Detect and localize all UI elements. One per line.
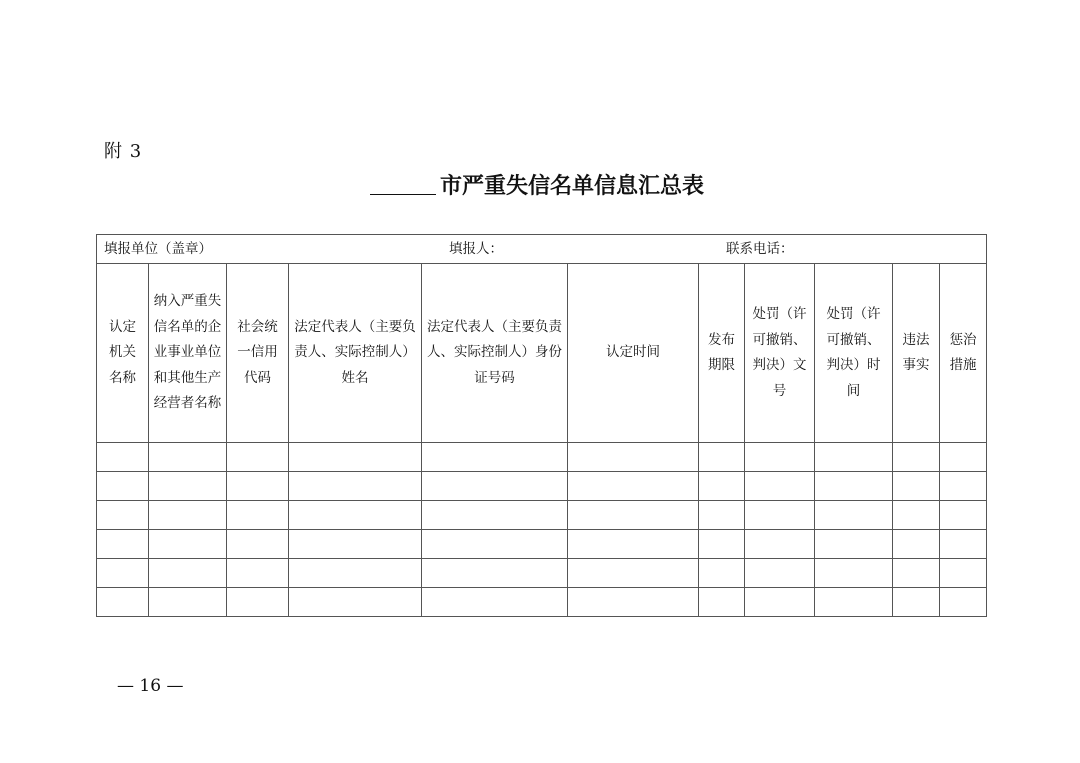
table-cell bbox=[940, 472, 987, 501]
column-header bbox=[745, 264, 815, 443]
table-cell bbox=[227, 443, 289, 472]
table-cell bbox=[149, 530, 227, 559]
table-cell bbox=[893, 501, 940, 530]
table-cell bbox=[745, 559, 815, 588]
table-row bbox=[97, 472, 987, 501]
table-cell bbox=[940, 443, 987, 472]
table-cell bbox=[97, 501, 149, 530]
column-header-label: 认定机关名称 bbox=[109, 318, 136, 386]
attachment-label: 附 3 bbox=[104, 141, 143, 162]
column-header bbox=[699, 264, 745, 443]
column-header-label: 社会统一信用代码 bbox=[237, 318, 278, 386]
table-cell bbox=[289, 443, 422, 472]
table-cell bbox=[97, 472, 149, 501]
table-cell bbox=[289, 472, 422, 501]
table-cell bbox=[422, 501, 568, 530]
table-row bbox=[97, 501, 987, 530]
table-cell bbox=[227, 559, 289, 588]
table-cell bbox=[97, 443, 149, 472]
table-cell bbox=[97, 530, 149, 559]
column-header-label: 处罚（许可撤销、判决）文号 bbox=[752, 306, 807, 399]
table-cell bbox=[745, 472, 815, 501]
table-cell bbox=[568, 501, 699, 530]
column-header bbox=[227, 264, 289, 443]
table-cell bbox=[422, 443, 568, 472]
table-cell bbox=[699, 472, 745, 501]
column-header-label: 处罚（许可撤销、判决）时间 bbox=[826, 306, 881, 399]
table-cell bbox=[815, 443, 893, 472]
table-cell bbox=[893, 588, 940, 617]
table-cell bbox=[227, 530, 289, 559]
column-header bbox=[568, 264, 699, 443]
table-cell bbox=[568, 530, 699, 559]
table-cell bbox=[149, 472, 227, 501]
column-header-label: 法定代表人（主要负责人、实际控制人）姓名 bbox=[294, 318, 416, 386]
table-cell bbox=[699, 443, 745, 472]
table-cell bbox=[893, 559, 940, 588]
phone-label: 联系电话： bbox=[726, 241, 794, 257]
table-cell bbox=[568, 588, 699, 617]
form-info-cell bbox=[97, 235, 987, 264]
table-cell bbox=[699, 501, 745, 530]
table-cell bbox=[815, 530, 893, 559]
table-cell bbox=[815, 588, 893, 617]
table-cell bbox=[227, 501, 289, 530]
table-cell bbox=[422, 530, 568, 559]
table-cell bbox=[227, 588, 289, 617]
table-cell bbox=[893, 443, 940, 472]
table-cell bbox=[815, 559, 893, 588]
table-cell bbox=[815, 501, 893, 530]
column-header-label: 认定时间 bbox=[606, 344, 660, 361]
table-cell bbox=[568, 559, 699, 588]
document-title-text: 市严重失信名单信息汇总表 bbox=[440, 173, 705, 199]
table-cell bbox=[289, 530, 422, 559]
table-cell bbox=[422, 588, 568, 617]
table-cell bbox=[745, 443, 815, 472]
table-cell bbox=[149, 588, 227, 617]
column-header-row bbox=[97, 264, 987, 443]
table-cell bbox=[940, 588, 987, 617]
table-cell bbox=[940, 559, 987, 588]
table-cell bbox=[745, 530, 815, 559]
column-header-label: 惩治措施 bbox=[949, 331, 977, 373]
table-row bbox=[97, 443, 987, 472]
table-cell bbox=[699, 530, 745, 559]
table-cell bbox=[97, 588, 149, 617]
table-cell bbox=[745, 501, 815, 530]
table-cell bbox=[940, 501, 987, 530]
column-header-label: 违法事实 bbox=[902, 331, 930, 373]
table-cell bbox=[940, 530, 987, 559]
table-cell bbox=[97, 559, 149, 588]
column-header-label: 法定代表人（主要负责人、实际控制人）身份证号码 bbox=[427, 318, 562, 386]
unit-label: 填报单位（盖章） bbox=[104, 241, 212, 257]
column-header-label: 纳入严重失信名单的企业事业单位和其他生产经营者名称 bbox=[153, 293, 222, 412]
table-row bbox=[97, 588, 987, 617]
title-blank-line bbox=[370, 193, 436, 195]
table-cell bbox=[149, 443, 227, 472]
page-number: — 16 — bbox=[117, 676, 184, 696]
table-cell bbox=[568, 472, 699, 501]
table-cell bbox=[149, 559, 227, 588]
table-cell bbox=[289, 501, 422, 530]
column-header bbox=[940, 264, 987, 443]
column-header-label: 发布期限 bbox=[708, 331, 735, 373]
filler-label: 填报人： bbox=[449, 241, 503, 257]
column-header bbox=[893, 264, 940, 443]
table-cell bbox=[745, 588, 815, 617]
column-header bbox=[422, 264, 568, 443]
table-cell bbox=[893, 530, 940, 559]
summary-table bbox=[96, 234, 987, 617]
table-cell bbox=[289, 588, 422, 617]
table-row bbox=[97, 530, 987, 559]
table-cell bbox=[289, 559, 422, 588]
table-cell bbox=[893, 472, 940, 501]
table-cell bbox=[227, 472, 289, 501]
table-cell bbox=[422, 559, 568, 588]
column-header bbox=[815, 264, 893, 443]
table-cell bbox=[699, 588, 745, 617]
table-body bbox=[97, 443, 987, 617]
column-header bbox=[97, 264, 149, 443]
column-header bbox=[149, 264, 227, 443]
form-info-row bbox=[97, 235, 987, 264]
table-cell bbox=[422, 472, 568, 501]
column-header bbox=[289, 264, 422, 443]
table-cell bbox=[815, 472, 893, 501]
table-cell bbox=[699, 559, 745, 588]
document-title bbox=[370, 169, 704, 200]
table-row bbox=[97, 559, 987, 588]
table-cell bbox=[568, 443, 699, 472]
table-cell bbox=[149, 501, 227, 530]
